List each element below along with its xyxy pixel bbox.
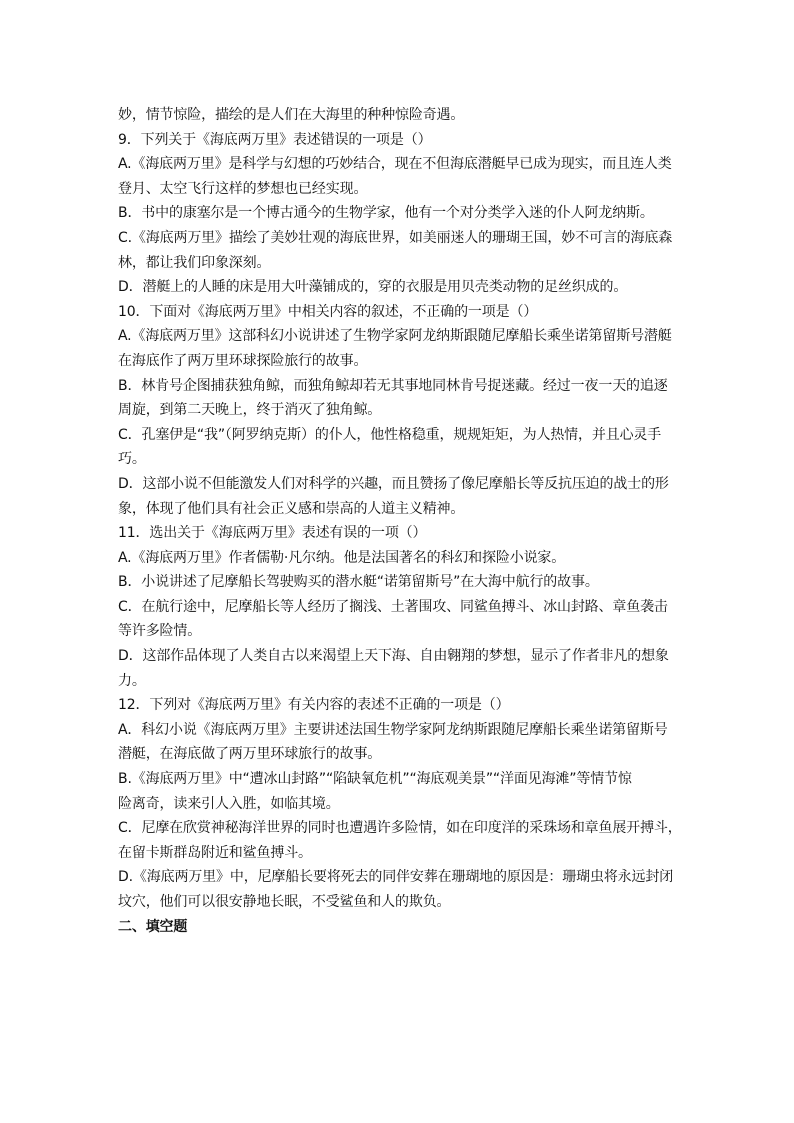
option-line: A.《海底两万里》是科学与幻想的巧妙结合，现在不但海底潜艇早已成为现实，而且连人类 xyxy=(118,156,672,173)
option-line: 等许多险情。 xyxy=(118,623,202,640)
option-line: 巧。 xyxy=(118,451,146,468)
option-line: C．孔塞伊是“我”（阿罗纳克斯）的仆人，他性格稳重，规规矩矩，为人热情，并且心灵手 xyxy=(118,426,662,443)
question-12-stem: 12．下列对《海底两万里》有关内容的表述不正确的一项是（） xyxy=(118,697,510,714)
option-line: C.《海底两万里》描绘了美妙壮观的海底世界，如美丽迷人的珊瑚王国，妙不可言的海底森 xyxy=(118,229,673,246)
option-line: B．书中的康塞尔是一个博古通今的生物学家，他有一个对分类学入迷的仆人阿龙纳斯。 xyxy=(118,205,654,222)
option-line: 象，体现了他们具有社会正义感和崇高的人道主义精神。 xyxy=(118,500,465,517)
text-line: 妙，情节惊险，描绘的是人们在大海里的种种惊险奇遇。 xyxy=(118,107,465,123)
question-9-stem: 9．下列关于《海底两万里》表述错误的一项是（） xyxy=(118,131,432,148)
option-line: D.《海底两万里》中，尼摩船长要将死去的同伴安葬在珊瑚地的原因是：珊瑚虫将永远封闭 xyxy=(118,869,674,886)
section-heading: 二、填空题 xyxy=(118,918,188,935)
option-line: C．尼摩在欣赏神秘海洋世界的同时也遭遇许多险情，如在印度洋的采珠场和章鱼展开搏斗， xyxy=(118,820,682,837)
question-11-stem: 11．选出关于《海底两万里》表述有误的一项（） xyxy=(118,525,427,542)
option-line: 潜艇，在海底做了两万里环球旅行的故事。 xyxy=(118,746,382,763)
option-line: B．林肯号企图捕获独角鲸，而独角鲸却若无其事地同林肯号捉迷藏。经过一夜一天的追逐 xyxy=(118,377,668,394)
option-line: 在海底作了两万里环球探险旅行的故事。 xyxy=(118,352,368,369)
document-page xyxy=(118,103,682,939)
option-line: 登月、太空飞行这样的梦想也已经实现。 xyxy=(118,180,368,197)
option-line: A.《海底两万里》这部科幻小说讲述了生物学家阿龙纳斯跟随尼摩船长乘坐诺第留斯号潜艇 xyxy=(118,328,672,345)
option-line: D．潜艇上的人睡的床是用大叶藻铺成的，穿的衣服是用贝壳类动物的足丝织成的。 xyxy=(118,279,628,296)
option-line: 险离奇，读来引人入胜，如临其境。 xyxy=(118,795,340,812)
option-line: B．小说讲述了尼摩船长驾驶购买的潜水艇“诺第留斯号”在大海中航行的故事。 xyxy=(118,574,599,591)
question-10-stem: 10．下面对《海底两万里》中相关内容的叙述，不正确的一项是（） xyxy=(118,303,538,320)
option-line: 林，都让我们印象深刻。 xyxy=(118,254,271,271)
option-line: A．科幻小说《海底两万里》主要讲述法国生物学家阿龙纳斯跟随尼摩船长乘坐诺第留斯号 xyxy=(118,721,668,738)
option-line: 在留卡斯群岛附近和鲨鱼搏斗。 xyxy=(118,844,312,861)
option-line: B.《海底两万里》中“遭冰山封路”“陷缺氧危机”“海底观美景”“洋面见海滩”等情节惊 xyxy=(118,771,632,788)
option-line: 力。 xyxy=(118,672,146,689)
option-line: A.《海底两万里》作者儒勒·凡尔纳。他是法国著名的科幻和探险小说家。 xyxy=(118,549,566,566)
option-line: D．这部作品体现了人类自古以来渴望上天下海、自由翱翔的梦想，显示了作者非凡的想象 xyxy=(118,648,669,665)
option-line: 周旋，到第二天晚上，终于消灭了独角鲸。 xyxy=(118,402,382,419)
option-line: D．这部小说不但能激发人们对科学的兴趣，而且赞扬了像尼摩船长等反抗压迫的战士的形 xyxy=(118,475,669,492)
option-line: 坟穴，他们可以很安静地长眠，不受鲨鱼和人的欺负。 xyxy=(118,894,451,910)
option-line: C．在航行途中，尼摩船长等人经历了搁浅、土著围攻、同鲨鱼搏斗、冰山封路、章鱼袭击 xyxy=(118,598,668,615)
